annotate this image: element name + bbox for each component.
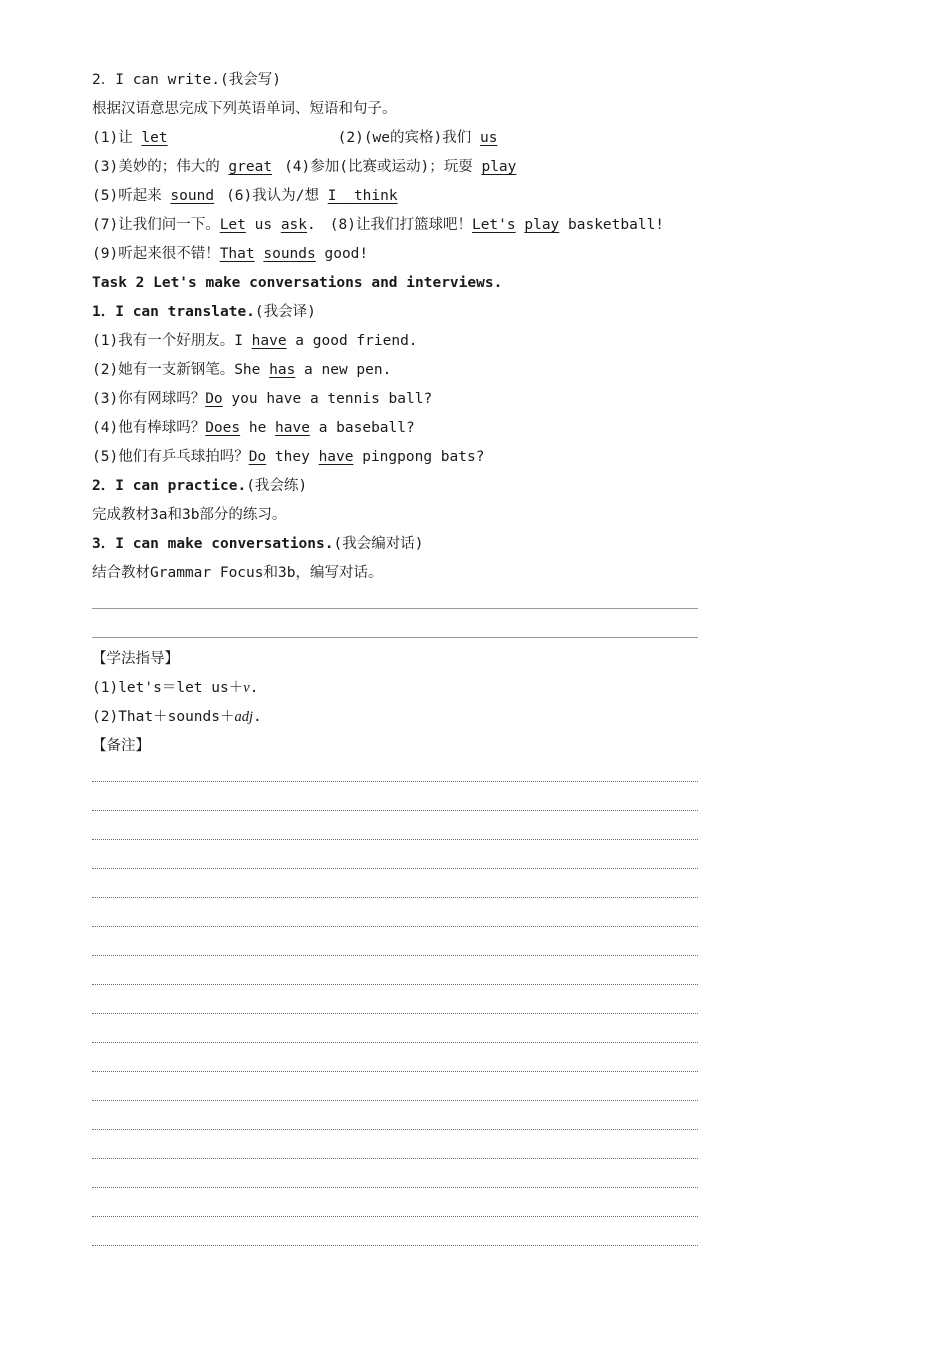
translate-row-5 [92,443,698,472]
translate-4-text: he [240,420,276,436]
notes-lines [92,781,698,1274]
note-line [92,1216,698,1217]
item-6-prompt: (6)我认为/想 [226,188,328,204]
note-line [92,926,698,927]
item-1-answer: let [141,130,168,146]
note-line [92,1100,698,1101]
practice-heading: 2．I can practice.(我会练) [92,478,308,494]
write-row-3 [92,182,698,211]
item-3-prompt: (3)美妙的；伟大的 [92,159,229,175]
translate-2-suffix: a new pen. [295,362,392,378]
guide-heading: 【学法指导】 [92,651,179,667]
translate-heading: 1．I can translate.(我会译) [92,304,316,320]
translate-2-prompt: (2)她有一支新钢笔。She [92,362,270,378]
write-row-4 [92,211,698,240]
item-7-suffix: . [307,217,316,233]
note-line [92,1042,698,1043]
translate-row-3 [92,385,698,414]
write-instruction: 根据汉语意思完成下列英语单词、短语和句子。 [92,101,397,117]
note-line [92,781,698,782]
item-9-suffix: good! [315,246,369,262]
note-line [92,897,698,898]
translate-4-answer-2: have [275,420,310,436]
item-4-prompt: (4)参加(比赛或运动)；玩耍 [284,159,482,175]
note-line [92,1187,698,1188]
guide-2-text: (2)That＋sounds＋ [92,709,235,725]
note-line [92,868,698,869]
conversation-heading: 3．I can make conversations.(我会编对话) [92,536,424,552]
item-5-answer: sound [170,188,215,204]
item-8-answer-1: Let's [471,217,516,233]
translate-4-prompt: (4)他有棒球吗？ [92,420,206,436]
translate-row-2 [92,356,698,385]
note-line [92,984,698,985]
item-9-answer-2: sounds [263,246,316,262]
write-row-5 [92,240,698,269]
guide-1-suffix: . [249,680,259,696]
item-6-answer-2: think [353,188,398,204]
guide-1-italic: v [243,680,250,696]
translate-5-suffix: pingpong bats? [353,449,485,465]
note-line [92,810,698,811]
write-heading: 2．I can write.(我会写) [92,72,281,88]
write-row-2 [92,153,698,182]
guide-item-1 [92,674,698,703]
item-4-answer: play [481,159,517,175]
note-line [92,839,698,840]
guide-item-2 [92,703,698,732]
item-9-prompt: (9)听起来很不错！ [92,246,220,262]
item-7-answer-1: Let [219,217,246,233]
item-9-answer-1: That [219,246,255,262]
note-line [92,1129,698,1130]
item-1-prompt: (1)让 [92,130,142,146]
translate-3-prompt: (3)你有网球吗？ [92,391,206,407]
translate-4-answer-1: Does [205,420,241,436]
practice-text: 完成教材3a和3b部分的练习。 [92,507,287,523]
note-line [92,1071,698,1072]
note-line [92,1013,698,1014]
task2-heading: Task 2 Let's make conversations and interviews. [92,275,503,291]
translate-5-prompt: (5)他们有乒乓球拍吗？ [92,449,249,465]
translate-1-prompt: (1)我有一个好朋友。I [92,333,252,349]
translate-5-answer-2: have [318,449,354,465]
item-7-answer-2: ask [280,217,308,233]
translate-5-answer-1: Do [248,449,267,465]
translate-2-answer: has [269,362,296,378]
translate-row-1 [92,327,698,356]
item-8-answer-2: play [524,217,560,233]
translate-3-answer: Do [205,391,223,407]
item-5-prompt: (5)听起来 [92,188,171,204]
translate-1-answer: have [251,333,287,349]
item-2-prompt: (2)(we的宾格)我们 [337,130,480,146]
item-8-prompt: (8)让我们打篮球吧！ [329,217,472,233]
note-line [92,955,698,956]
translate-3-suffix: you have a tennis ball? [222,391,433,407]
worksheet-page [92,66,698,761]
translate-1-suffix: a good friend. [286,333,418,349]
item-7-text: us [245,217,281,233]
note-line [92,1158,698,1159]
write-row-1 [92,124,698,153]
guide-2-italic: adj [234,709,254,725]
guide-1-text: (1)let's＝let us＋ [92,680,244,696]
guide-2-suffix: . [253,709,262,725]
item-8-suffix: basketball! [559,217,665,233]
notes-heading: 【备注】 [92,738,150,754]
item-3-answer: great [228,159,273,175]
translate-row-4 [92,414,698,443]
item-6-answer-1: I [327,188,337,204]
note-line [92,1245,698,1246]
item-2-answer: us [479,130,498,146]
translate-5-text: they [266,449,319,465]
item-7-prompt: (7)让我们问一下。 [92,217,220,233]
translate-4-suffix: a baseball? [309,420,415,436]
conversation-text: 结合教材Grammar Focus和3b，编写对话。 [92,565,383,581]
